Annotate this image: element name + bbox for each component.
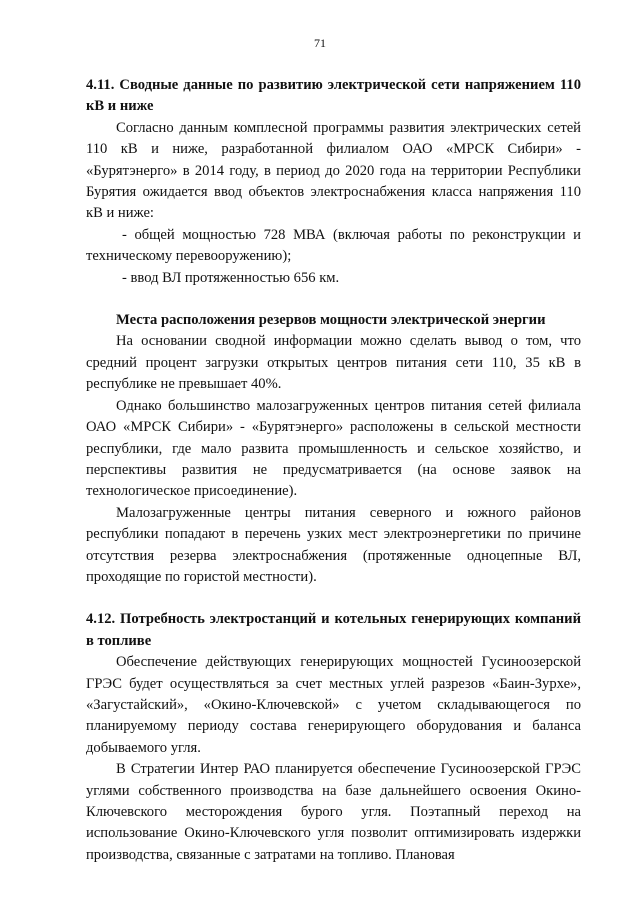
- paragraph: На основании сводной информации можно сделать вывод о том, что средний процент загрузки открытых центров питания сети 110, 35 кВ в республике не превышает 40%.: [86, 333, 581, 393]
- reserves-heading: Места расположения резервов мощности электрической энергии: [116, 312, 546, 329]
- spacer: [86, 588, 581, 609]
- page-number: 71: [314, 36, 326, 50]
- paragraph: Обеспечение действующих генерирующих мощностей Гусиноозерской ГРЭС будет осуществляться за счет местных углей разрезов «Баин-Зурхе», «Загустайский», «Окино-Ключевской» с учетом складывающегося по планируемому периоду состава генерирующего оборудования и баланса добываемого угля.: [86, 654, 581, 756]
- page-content: [86, 75, 581, 866]
- paragraph: Малозагруженные центры питания северного и южного районов республики попадают в перечень узких мест электроэнергетики по причине отсутствия резерва электроснабжения (протяженные одноцепные ВЛ, проходящие по гористой местности).: [86, 504, 581, 585]
- section-4-11-intro: Согласно данным комплесной программы развития электрических сетей 110 кВ и ниже, разработанной филиалом ОАО «МРСК Сибири» - «Бурятэнерго» в 2014 году, в период до 2020 года на территории Республики Бурятия ожидается ввод объектов электроснабжения класса напряжения 110 кВ и ниже:: [86, 119, 581, 222]
- section-heading-4-12: 4.12. Потребность электростанций и котельных генерирующих компаний в топливе: [86, 611, 581, 649]
- spacer: [86, 289, 581, 310]
- paragraph: Однако большинство малозагруженных центров питания сетей филиала ОАО «МРСК Сибири» - «Бурятэнерго» расположены в сельской местности республики, где мало развита промышленность и сельское хозяйство, и перспективы развития не предусматривается (на основе заявок на технологическое присоединение).: [86, 397, 581, 500]
- section-heading-4-11: 4.11. Сводные данные по развитию электрической сети напряжением 110 кВ и ниже: [86, 77, 581, 115]
- paragraph: В Стратегии Интер РАО планируется обеспечение Гусиноозерской ГРЭС углями собственного производства на базе дальнейшего освоения Окино-Ключевского месторождения бурого угля. Поэтапный переход на использование Окино-Ключевского угля позволит оптимизировать издержки производства, связанные с затратами на топливо. Плановая: [86, 761, 581, 863]
- list-item: - ввод ВЛ протяженностью 656 км.: [122, 269, 340, 286]
- list-item: - общей мощностью 728 МВА (включая работы по реконструкции и техническому перевооружению);: [86, 226, 581, 265]
